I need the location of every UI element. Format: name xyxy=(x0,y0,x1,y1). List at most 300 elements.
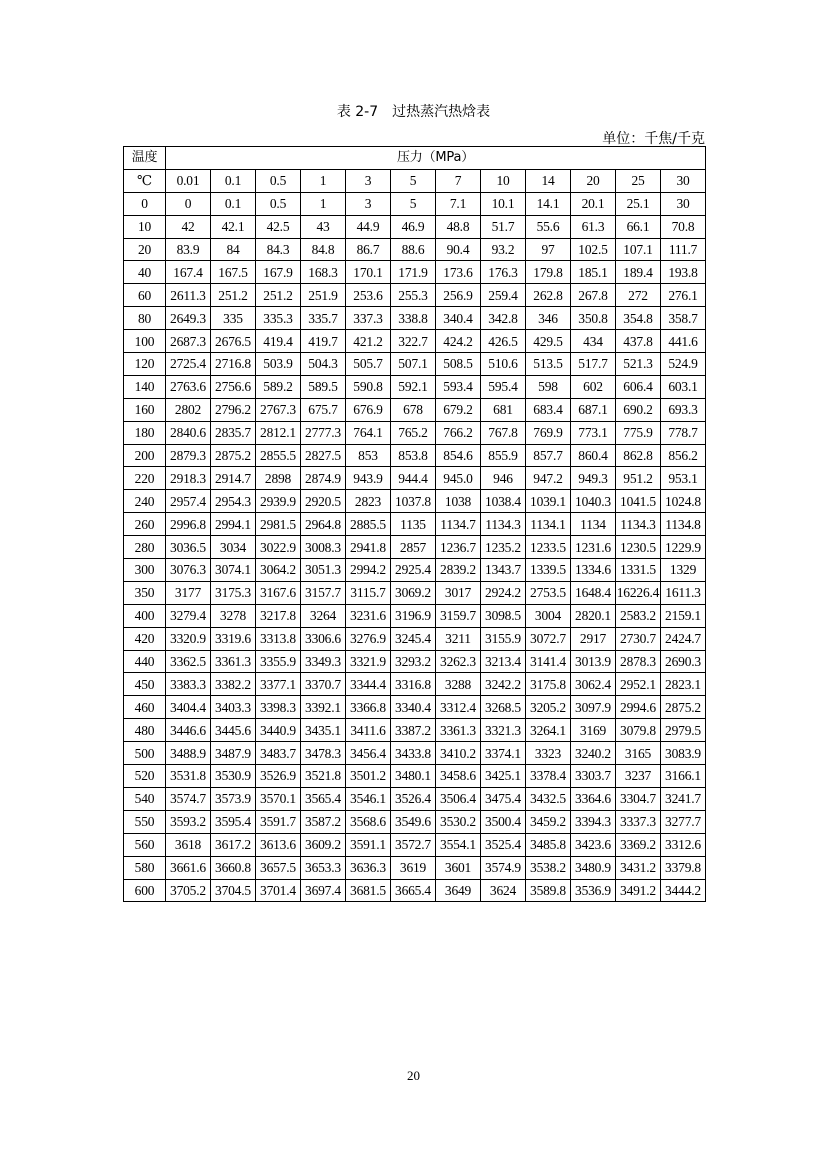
table-row xyxy=(124,650,706,673)
enthalpy-cell: 167.5 xyxy=(211,261,256,284)
enthalpy-cell: 3245.4 xyxy=(391,627,436,650)
enthalpy-cell: 3394.3 xyxy=(571,810,616,833)
enthalpy-cell: 3323 xyxy=(526,742,571,765)
enthalpy-cell: 1040.3 xyxy=(571,490,616,513)
enthalpy-cell: 3362.5 xyxy=(166,650,211,673)
temperature-cell: 500 xyxy=(124,742,166,765)
enthalpy-cell: 2855.5 xyxy=(256,444,301,467)
enthalpy-cell: 3568.6 xyxy=(346,810,391,833)
enthalpy-cell: 93.2 xyxy=(481,238,526,261)
enthalpy-cell: 10.1 xyxy=(481,192,526,215)
enthalpy-cell: 683.4 xyxy=(526,398,571,421)
enthalpy-cell: 3506.4 xyxy=(436,787,481,810)
enthalpy-cell: 441.6 xyxy=(661,330,706,353)
temperature-cell: 140 xyxy=(124,375,166,398)
enthalpy-cell: 1038 xyxy=(436,490,481,513)
enthalpy-cell: 3004 xyxy=(526,604,571,627)
enthalpy-cell: 947.2 xyxy=(526,467,571,490)
enthalpy-cell: 3681.5 xyxy=(346,879,391,902)
enthalpy-cell: 603.1 xyxy=(661,375,706,398)
enthalpy-cell: 3293.2 xyxy=(391,650,436,673)
enthalpy-cell: 3022.9 xyxy=(256,536,301,559)
enthalpy-cell: 3456.4 xyxy=(346,742,391,765)
enthalpy-cell: 170.1 xyxy=(346,261,391,284)
enthalpy-cell: 3480.9 xyxy=(571,856,616,879)
enthalpy-cell: 3440.9 xyxy=(256,719,301,742)
enthalpy-cell: 510.6 xyxy=(481,353,526,376)
enthalpy-cell: 3573.9 xyxy=(211,787,256,810)
enthalpy-cell: 3177 xyxy=(166,581,211,604)
enthalpy-cell: 3097.9 xyxy=(571,696,616,719)
temperature-cell: 40 xyxy=(124,261,166,284)
enthalpy-cell: 107.1 xyxy=(616,238,661,261)
enthalpy-cell: 25.1 xyxy=(616,192,661,215)
enthalpy-cell: 173.6 xyxy=(436,261,481,284)
temperature-cell: 450 xyxy=(124,673,166,696)
enthalpy-cell: 1334.6 xyxy=(571,559,616,582)
enthalpy-cell: 3595.4 xyxy=(211,810,256,833)
enthalpy-cell: 3410.2 xyxy=(436,742,481,765)
enthalpy-cell: 3565.4 xyxy=(301,787,346,810)
enthalpy-cell: 855.9 xyxy=(481,444,526,467)
enthalpy-cell: 2839.2 xyxy=(436,559,481,582)
enthalpy-cell: 42 xyxy=(166,215,211,238)
enthalpy-cell: 3240.2 xyxy=(571,742,616,765)
enthalpy-cell: 3526.9 xyxy=(256,765,301,788)
enthalpy-cell: 335.3 xyxy=(256,307,301,330)
enthalpy-cell: 335.7 xyxy=(301,307,346,330)
enthalpy-cell: 1339.5 xyxy=(526,559,571,582)
enthalpy-cell: 30 xyxy=(661,192,706,215)
temperature-cell: 400 xyxy=(124,604,166,627)
temperature-cell: 440 xyxy=(124,650,166,673)
enthalpy-cell: 66.1 xyxy=(616,215,661,238)
enthalpy-cell: 766.2 xyxy=(436,421,481,444)
enthalpy-cell: 3069.2 xyxy=(391,581,436,604)
enthalpy-cell: 681 xyxy=(481,398,526,421)
pressure-header: 压力（MPa） xyxy=(166,147,706,170)
enthalpy-cell: 3279.4 xyxy=(166,604,211,627)
table-row xyxy=(124,833,706,856)
enthalpy-cell: 1134.7 xyxy=(436,513,481,536)
enthalpy-cell: 3196.9 xyxy=(391,604,436,627)
enthalpy-cell: 3589.8 xyxy=(526,879,571,902)
table-row xyxy=(124,238,706,261)
enthalpy-cell: 0 xyxy=(166,192,211,215)
enthalpy-cell: 2812.1 xyxy=(256,421,301,444)
enthalpy-cell: 2835.7 xyxy=(211,421,256,444)
enthalpy-cell: 3574.7 xyxy=(166,787,211,810)
page-number: 20 xyxy=(407,1068,420,1083)
enthalpy-cell: 3404.4 xyxy=(166,696,211,719)
enthalpy-cell: 3661.6 xyxy=(166,856,211,879)
temperature-cell: 260 xyxy=(124,513,166,536)
enthalpy-cell: 3704.5 xyxy=(211,879,256,902)
table-row xyxy=(124,513,706,536)
enthalpy-cell: 2820.1 xyxy=(571,604,616,627)
enthalpy-cell: 946 xyxy=(481,467,526,490)
temperature-cell: 220 xyxy=(124,467,166,490)
header-row-pressure xyxy=(124,147,706,170)
enthalpy-cell: 945.0 xyxy=(436,467,481,490)
enthalpy-cell: 3074.1 xyxy=(211,559,256,582)
enthalpy-cell: 424.2 xyxy=(436,330,481,353)
enthalpy-cell: 3485.8 xyxy=(526,833,571,856)
enthalpy-cell: 340.4 xyxy=(436,307,481,330)
enthalpy-cell: 88.6 xyxy=(391,238,436,261)
enthalpy-cell: 3312.6 xyxy=(661,833,706,856)
enthalpy-cell: 251.2 xyxy=(256,284,301,307)
enthalpy-cell: 2914.7 xyxy=(211,467,256,490)
table-row xyxy=(124,787,706,810)
table-row xyxy=(124,490,706,513)
table-row xyxy=(124,673,706,696)
enthalpy-cell: 602 xyxy=(571,375,616,398)
enthalpy-cell: 3231.6 xyxy=(346,604,391,627)
enthalpy-cell: 3591.1 xyxy=(346,833,391,856)
enthalpy-cell: 508.5 xyxy=(436,353,481,376)
enthalpy-cell: 2823.1 xyxy=(661,673,706,696)
enthalpy-cell: 3660.8 xyxy=(211,856,256,879)
enthalpy-cell: 1134.1 xyxy=(526,513,571,536)
enthalpy-cell: 3079.8 xyxy=(616,719,661,742)
enthalpy-cell: 687.1 xyxy=(571,398,616,421)
enthalpy-cell: 854.6 xyxy=(436,444,481,467)
enthalpy-cell: 3159.7 xyxy=(436,604,481,627)
enthalpy-cell: 764.1 xyxy=(346,421,391,444)
enthalpy-cell: 1037.8 xyxy=(391,490,436,513)
enthalpy-cell: 3337.3 xyxy=(616,810,661,833)
enthalpy-cell: 350.8 xyxy=(571,307,616,330)
temperature-cell: 580 xyxy=(124,856,166,879)
enthalpy-cell: 276.1 xyxy=(661,284,706,307)
enthalpy-cell: 3361.3 xyxy=(211,650,256,673)
enthalpy-cell: 3241.7 xyxy=(661,787,706,810)
enthalpy-cell: 2964.8 xyxy=(301,513,346,536)
enthalpy-cell: 3387.2 xyxy=(391,719,436,742)
enthalpy-cell: 2924.2 xyxy=(481,581,526,604)
enthalpy-cell: 3531.8 xyxy=(166,765,211,788)
table-row xyxy=(124,627,706,650)
enthalpy-cell: 3526.4 xyxy=(391,787,436,810)
temperature-header: 温度 xyxy=(124,147,166,170)
enthalpy-cell: 429.5 xyxy=(526,330,571,353)
temperature-cell: 550 xyxy=(124,810,166,833)
enthalpy-cell: 3072.7 xyxy=(526,627,571,650)
pressure-header-cell: 7 xyxy=(436,169,481,192)
enthalpy-cell: 3013.9 xyxy=(571,650,616,673)
enthalpy-cell: 3425.1 xyxy=(481,765,526,788)
pressure-header-cell: 1 xyxy=(301,169,346,192)
temperature-cell: 280 xyxy=(124,536,166,559)
enthalpy-cell: 3303.7 xyxy=(571,765,616,788)
enthalpy-cell: 2979.5 xyxy=(661,719,706,742)
enthalpy-cell: 1135 xyxy=(391,513,436,536)
table-row xyxy=(124,604,706,627)
enthalpy-cell: 251.9 xyxy=(301,284,346,307)
enthalpy-cell: 1331.5 xyxy=(616,559,661,582)
enthalpy-cell: 3459.2 xyxy=(526,810,571,833)
enthalpy-cell: 337.3 xyxy=(346,307,391,330)
enthalpy-cell: 44.9 xyxy=(346,215,391,238)
enthalpy-cell: 1233.5 xyxy=(526,536,571,559)
table-row xyxy=(124,444,706,467)
enthalpy-cell: 256.9 xyxy=(436,284,481,307)
enthalpy-cell: 769.9 xyxy=(526,421,571,444)
enthalpy-cell: 3383.3 xyxy=(166,673,211,696)
enthalpy-cell: 2827.5 xyxy=(301,444,346,467)
enthalpy-cell: 2611.3 xyxy=(166,284,211,307)
enthalpy-cell: 2941.8 xyxy=(346,536,391,559)
enthalpy-cell: 255.3 xyxy=(391,284,436,307)
enthalpy-cell: 14.1 xyxy=(526,192,571,215)
temperature-cell: 20 xyxy=(124,238,166,261)
enthalpy-cell: 3480.1 xyxy=(391,765,436,788)
enthalpy-cell: 3278 xyxy=(211,604,256,627)
enthalpy-cell: 90.4 xyxy=(436,238,481,261)
table-row xyxy=(124,810,706,833)
table-row xyxy=(124,261,706,284)
enthalpy-cell: 3155.9 xyxy=(481,627,526,650)
enthalpy-cell: 3536.9 xyxy=(571,879,616,902)
enthalpy-cell: 83.9 xyxy=(166,238,211,261)
enthalpy-cell: 3268.5 xyxy=(481,696,526,719)
enthalpy-cell: 111.7 xyxy=(661,238,706,261)
temperature-cell: 240 xyxy=(124,490,166,513)
temperature-cell: 480 xyxy=(124,719,166,742)
pressure-header-cell: 0.1 xyxy=(211,169,256,192)
enthalpy-cell: 2753.5 xyxy=(526,581,571,604)
enthalpy-cell: 1134 xyxy=(571,513,616,536)
enthalpy-cell: 3423.6 xyxy=(571,833,616,856)
table-row xyxy=(124,284,706,307)
enthalpy-cell: 3369.2 xyxy=(616,833,661,856)
enthalpy-cell: 70.8 xyxy=(661,215,706,238)
enthalpy-cell: 507.1 xyxy=(391,353,436,376)
enthalpy-cell: 679.2 xyxy=(436,398,481,421)
enthalpy-cell: 272 xyxy=(616,284,661,307)
enthalpy-cell: 1041.5 xyxy=(616,490,661,513)
table-row xyxy=(124,353,706,376)
enthalpy-cell: 862.8 xyxy=(616,444,661,467)
enthalpy-cell: 2981.5 xyxy=(256,513,301,536)
table-row xyxy=(124,581,706,604)
enthalpy-cell: 3017 xyxy=(436,581,481,604)
enthalpy-cell: 1039.1 xyxy=(526,490,571,513)
enthalpy-cell: 2957.4 xyxy=(166,490,211,513)
enthalpy-cell: 3316.8 xyxy=(391,673,436,696)
enthalpy-cell: 2840.6 xyxy=(166,421,211,444)
enthalpy-cell: 3591.7 xyxy=(256,810,301,833)
enthalpy-cell: 3306.6 xyxy=(301,627,346,650)
enthalpy-cell: 3483.7 xyxy=(256,742,301,765)
enthalpy-cell: 3701.4 xyxy=(256,879,301,902)
enthalpy-cell: 3277.7 xyxy=(661,810,706,833)
enthalpy-cell: 193.8 xyxy=(661,261,706,284)
enthalpy-cell: 84.3 xyxy=(256,238,301,261)
enthalpy-cell: 253.6 xyxy=(346,284,391,307)
enthalpy-cell: 3034 xyxy=(211,536,256,559)
enthalpy-cell: 3008.3 xyxy=(301,536,346,559)
enthalpy-cell: 2885.5 xyxy=(346,513,391,536)
enthalpy-cell: 3211 xyxy=(436,627,481,650)
enthalpy-cell: 338.8 xyxy=(391,307,436,330)
enthalpy-cell: 589.5 xyxy=(301,375,346,398)
enthalpy-cell: 3313.8 xyxy=(256,627,301,650)
enthalpy-cell: 421.2 xyxy=(346,330,391,353)
enthalpy-cell: 1229.9 xyxy=(661,536,706,559)
enthalpy-cell: 3262.3 xyxy=(436,650,481,673)
enthalpy-cell: 2874.9 xyxy=(301,467,346,490)
enthalpy-cell: 61.3 xyxy=(571,215,616,238)
enthalpy-cell: 346 xyxy=(526,307,571,330)
temperature-cell: 540 xyxy=(124,787,166,810)
table-row xyxy=(124,696,706,719)
table-row xyxy=(124,559,706,582)
enthalpy-cell: 504.3 xyxy=(301,353,346,376)
enthalpy-cell: 3370.7 xyxy=(301,673,346,696)
enthalpy-cell: 3574.9 xyxy=(481,856,526,879)
enthalpy-cell: 3175.8 xyxy=(526,673,571,696)
enthalpy-cell: 953.1 xyxy=(661,467,706,490)
enthalpy-cell: 3205.2 xyxy=(526,696,571,719)
enthalpy-cell: 775.9 xyxy=(616,421,661,444)
enthalpy-cell: 860.4 xyxy=(571,444,616,467)
enthalpy-cell: 3036.5 xyxy=(166,536,211,559)
enthalpy-cell: 2994.2 xyxy=(346,559,391,582)
enthalpy-cell: 3398.3 xyxy=(256,696,301,719)
enthalpy-cell: 167.9 xyxy=(256,261,301,284)
enthalpy-cell: 513.5 xyxy=(526,353,571,376)
unit-label: 单位：千焦/千克 xyxy=(602,131,705,147)
enthalpy-cell: 3166.1 xyxy=(661,765,706,788)
enthalpy-cell: 2917 xyxy=(571,627,616,650)
enthalpy-cell: 1134.3 xyxy=(616,513,661,536)
enthalpy-cell: 1024.8 xyxy=(661,490,706,513)
enthalpy-cell: 951.2 xyxy=(616,467,661,490)
enthalpy-cell: 3619 xyxy=(391,856,436,879)
enthalpy-cell: 690.2 xyxy=(616,398,661,421)
enthalpy-cell: 42.5 xyxy=(256,215,301,238)
enthalpy-cell: 589.2 xyxy=(256,375,301,398)
enthalpy-cell: 2925.4 xyxy=(391,559,436,582)
enthalpy-cell: 2777.3 xyxy=(301,421,346,444)
enthalpy-cell: 3213.4 xyxy=(481,650,526,673)
enthalpy-cell: 419.7 xyxy=(301,330,346,353)
enthalpy-cell: 2954.3 xyxy=(211,490,256,513)
enthalpy-cell: 3445.6 xyxy=(211,719,256,742)
enthalpy-cell: 2756.6 xyxy=(211,375,256,398)
enthalpy-cell: 2649.3 xyxy=(166,307,211,330)
enthalpy-cell: 2952.1 xyxy=(616,673,661,696)
enthalpy-cell: 3312.4 xyxy=(436,696,481,719)
enthalpy-cell: 2857 xyxy=(391,536,436,559)
enthalpy-cell: 1230.5 xyxy=(616,536,661,559)
enthalpy-cell: 3432.5 xyxy=(526,787,571,810)
enthalpy-cell: 2875.2 xyxy=(661,696,706,719)
enthalpy-cell: 3431.2 xyxy=(616,856,661,879)
enthalpy-cell: 259.4 xyxy=(481,284,526,307)
table-row xyxy=(124,421,706,444)
enthalpy-cell: 1235.2 xyxy=(481,536,526,559)
temperature-cell: 560 xyxy=(124,833,166,856)
enthalpy-cell: 3355.9 xyxy=(256,650,301,673)
enthalpy-cell: 437.8 xyxy=(616,330,661,353)
enthalpy-cell: 521.3 xyxy=(616,353,661,376)
enthalpy-cell: 2690.3 xyxy=(661,650,706,673)
table-row xyxy=(124,330,706,353)
enthalpy-cell: 322.7 xyxy=(391,330,436,353)
enthalpy-cell: 944.4 xyxy=(391,467,436,490)
enthalpy-cell: 595.4 xyxy=(481,375,526,398)
enthalpy-cell: 3624 xyxy=(481,879,526,902)
enthalpy-cell: 1134.3 xyxy=(481,513,526,536)
enthalpy-table xyxy=(123,146,706,902)
pressure-header-cell: 10 xyxy=(481,169,526,192)
enthalpy-cell: 3705.2 xyxy=(166,879,211,902)
enthalpy-cell: 3613.6 xyxy=(256,833,301,856)
enthalpy-cell: 3617.2 xyxy=(211,833,256,856)
enthalpy-cell: 2918.3 xyxy=(166,467,211,490)
table-row xyxy=(124,536,706,559)
enthalpy-cell: 3392.1 xyxy=(301,696,346,719)
enthalpy-cell: 517.7 xyxy=(571,353,616,376)
enthalpy-cell: 3276.9 xyxy=(346,627,391,650)
enthalpy-cell: 3382.2 xyxy=(211,673,256,696)
enthalpy-cell: 767.8 xyxy=(481,421,526,444)
temperature-cell: 600 xyxy=(124,879,166,902)
table-row xyxy=(124,307,706,330)
enthalpy-cell: 5 xyxy=(391,192,436,215)
table-row xyxy=(124,375,706,398)
enthalpy-cell: 3446.6 xyxy=(166,719,211,742)
enthalpy-cell: 3378.4 xyxy=(526,765,571,788)
enthalpy-cell: 3076.3 xyxy=(166,559,211,582)
table-row xyxy=(124,215,706,238)
enthalpy-cell: 3320.9 xyxy=(166,627,211,650)
enthalpy-cell: 1648.4 xyxy=(571,581,616,604)
enthalpy-cell: 3366.8 xyxy=(346,696,391,719)
enthalpy-cell: 3475.4 xyxy=(481,787,526,810)
enthalpy-cell: 2687.3 xyxy=(166,330,211,353)
enthalpy-cell: 1343.7 xyxy=(481,559,526,582)
enthalpy-cell: 342.8 xyxy=(481,307,526,330)
pressure-header-cell: 0.5 xyxy=(256,169,301,192)
enthalpy-cell: 1038.4 xyxy=(481,490,526,513)
enthalpy-cell: 419.4 xyxy=(256,330,301,353)
temperature-unit: ℃ xyxy=(124,169,166,192)
enthalpy-cell: 2725.4 xyxy=(166,353,211,376)
enthalpy-cell: 3521.8 xyxy=(301,765,346,788)
enthalpy-cell: 2996.8 xyxy=(166,513,211,536)
enthalpy-cell: 354.8 xyxy=(616,307,661,330)
pressure-header-cell: 25 xyxy=(616,169,661,192)
enthalpy-cell: 2823 xyxy=(346,490,391,513)
enthalpy-cell: 3349.3 xyxy=(301,650,346,673)
enthalpy-cell: 3500.4 xyxy=(481,810,526,833)
enthalpy-cell: 503.9 xyxy=(256,353,301,376)
enthalpy-cell: 678 xyxy=(391,398,436,421)
enthalpy-cell: 2875.2 xyxy=(211,444,256,467)
enthalpy-cell: 598 xyxy=(526,375,571,398)
enthalpy-cell: 7.1 xyxy=(436,192,481,215)
enthalpy-cell: 97 xyxy=(526,238,571,261)
table-row xyxy=(124,467,706,490)
enthalpy-cell: 3098.5 xyxy=(481,604,526,627)
enthalpy-cell: 590.8 xyxy=(346,375,391,398)
enthalpy-cell: 84 xyxy=(211,238,256,261)
enthalpy-cell: 84.8 xyxy=(301,238,346,261)
